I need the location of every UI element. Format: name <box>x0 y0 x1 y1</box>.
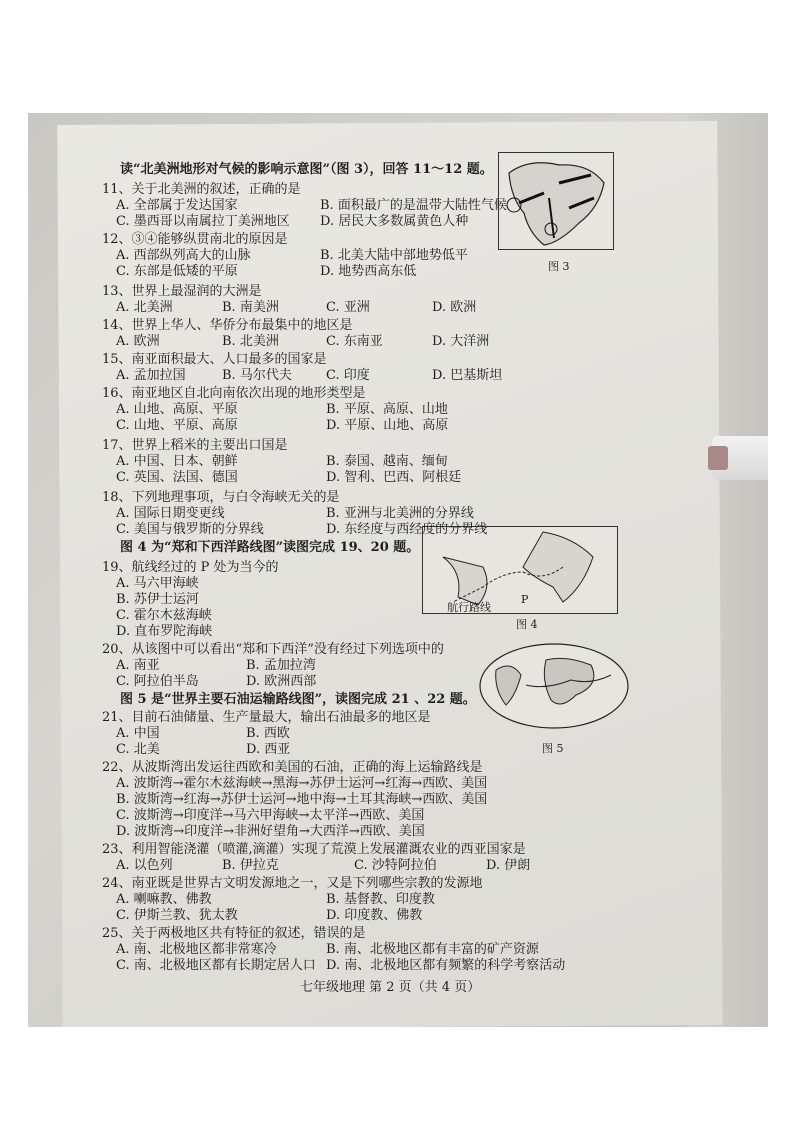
figure-4-point-p: P <box>521 593 529 606</box>
q18-stem: 18、下列地理事项，与白令海峡无关的是 <box>102 490 340 505</box>
figure-5-map <box>476 640 632 732</box>
q15-option-a: A. 孟加拉国 <box>116 368 186 383</box>
usb-cable-tip <box>708 446 728 470</box>
q23-option-d: D. 伊朗 <box>486 858 531 873</box>
q18-option-d: D. 东经度与西经度的分界线 <box>326 522 488 537</box>
q21-option-d: D. 西亚 <box>246 742 291 757</box>
q19-option-a: A. 马六甲海峡 <box>116 576 199 591</box>
q12-option-d: D. 地势西高东低 <box>320 264 417 279</box>
q11-option-c: C. 墨西哥以南属拉丁美洲地区 <box>116 214 290 229</box>
q17-option-d: D. 智利、巴西、阿根廷 <box>326 470 462 485</box>
q25-option-a: A. 南、北极地区都非常寒冷 <box>116 942 277 957</box>
q11-option-b: B. 面积最广的是温带大陆性气候 <box>320 198 507 213</box>
q21-option-a: A. 中国 <box>116 726 160 741</box>
q15-option-d: D. 巴基斯坦 <box>432 368 503 383</box>
q18-option-b: B. 亚洲与北美洲的分界线 <box>326 506 474 521</box>
q22-stem: 22、从波斯湾出发运往西欧和美国的石油，正确的海上运输路线是 <box>102 760 483 775</box>
intro-figure-5: 图 5 是“世界主要石油运输路线图”，读图完成 21 、22 题。 <box>120 692 476 707</box>
q22-option-d: D. 波斯湾→印度洋→非洲好望角→大西洋→西欧、美国 <box>116 824 425 839</box>
q23-option-c: C. 沙特阿拉伯 <box>354 858 437 873</box>
q24-option-c: C. 伊斯兰教、犹太教 <box>116 908 238 923</box>
q24-stem: 24、南亚既是世界古文明发源地之一，又是下列哪些宗教的发源地 <box>102 876 483 891</box>
intro-figure-4: 图 4 为“郑和下西洋路线图”读图完成 19、20 题。 <box>120 540 420 555</box>
figure-4-label: 图 4 <box>516 618 538 631</box>
figure-4-map <box>422 526 618 614</box>
q14-option-a: A. 欧洲 <box>116 334 160 349</box>
q22-option-a: A. 波斯湾→霍尔木兹海峡→黑海→苏伊士运河→红海→西欧、美国 <box>116 776 488 791</box>
q16-option-b: B. 平原、高原、山地 <box>326 402 448 417</box>
q13-option-a: A. 北美洲 <box>116 300 173 315</box>
q13-option-b: B. 南美洲 <box>222 300 279 315</box>
q17-option-c: C. 英国、法国、德国 <box>116 470 238 485</box>
q22-option-b: B. 波斯湾→红海→苏伊士运河→地中海→土耳其海峡→西欧、美国 <box>116 792 488 807</box>
figure-3-map <box>498 152 614 250</box>
q13-stem: 13、世界上最湿润的大洲是 <box>102 284 262 299</box>
q15-option-c: C. 印度 <box>326 368 370 383</box>
q16-option-c: C. 山地、平原、高原 <box>116 418 238 433</box>
q19-option-c: C. 霍尔木兹海峡 <box>116 608 212 623</box>
q13-option-c: C. 亚洲 <box>326 300 370 315</box>
q14-option-d: D. 大洋洲 <box>432 334 490 349</box>
q13-option-d: D. 欧洲 <box>432 300 477 315</box>
q17-option-a: A. 中国、日本、朝鲜 <box>116 454 238 469</box>
q24-option-a: A. 喇嘛教、佛教 <box>116 892 212 907</box>
north-america-map-icon <box>499 153 613 249</box>
q12-option-b: B. 北美大陆中部地势低平 <box>320 248 468 263</box>
q20-option-d: D. 欧洲西部 <box>246 674 317 689</box>
intro-figure-3: 读“北美洲地形对气候的影响示意图”（图 3），回答 11～12 题。 <box>120 162 493 177</box>
q18-option-c: C. 美国与俄罗斯的分界线 <box>116 522 264 537</box>
q22-option-c: C. 波斯湾→印度洋→马六甲海峡→太平洋→西欧、美国 <box>116 808 425 823</box>
q19-option-d: D. 直布罗陀海峡 <box>116 624 213 639</box>
q25-option-b: B. 南、北极地区都有丰富的矿产资源 <box>326 942 539 957</box>
q16-stem: 16、南亚地区自北向南依次出现的地形类型是 <box>102 386 366 401</box>
q14-option-b: B. 北美洲 <box>222 334 279 349</box>
q11-option-a: A. 全部属于发达国家 <box>116 198 238 213</box>
q21-option-c: C. 北美 <box>116 742 160 757</box>
q16-option-a: A. 山地、高原、平原 <box>116 402 238 417</box>
q20-option-c: C. 阿拉伯半岛 <box>116 674 199 689</box>
world-oil-route-map-icon <box>476 640 632 732</box>
q25-stem: 25、关于两极地区共有特征的叙述，错误的是 <box>102 926 366 941</box>
q12-option-a: A. 西部纵列高大的山脉 <box>116 248 251 263</box>
q11-stem: 11、关于北美洲的叙述，正确的是 <box>102 182 301 197</box>
q18-option-a: A. 国际日期变更线 <box>116 506 225 521</box>
q11-option-d: D. 居民大多数属黄色人种 <box>320 214 469 229</box>
figure-4-legend: 航行路线 <box>447 601 491 614</box>
q21-stem: 21、目前石油储量、生产量最大，输出石油最多的地区是 <box>102 710 431 725</box>
q23-option-b: B. 伊拉克 <box>222 858 279 873</box>
q19-option-b: B. 苏伊士运河 <box>116 592 199 607</box>
q12-option-c: C. 东部是低矮的平原 <box>116 264 238 279</box>
page-footer: 七年级地理 第 2 页（共 4 页） <box>300 980 481 995</box>
q21-option-b: B. 西欧 <box>246 726 290 741</box>
q14-stem: 14、世界上华人、华侨分布最集中的地区是 <box>102 318 353 333</box>
q12-stem: 12、③④能够纵贯南北的原因是 <box>102 232 288 247</box>
q16-option-d: D. 平原、山地、高原 <box>326 418 449 433</box>
figure-3-label: 图 3 <box>548 260 570 273</box>
q15-stem: 15、南亚面积最大、人口最多的国家是 <box>102 352 327 367</box>
q24-option-b: B. 基督教、印度教 <box>326 892 435 907</box>
q20-option-b: B. 孟加拉湾 <box>246 658 316 673</box>
q17-option-b: B. 泰国、越南、缅甸 <box>326 454 448 469</box>
q25-option-d: D. 南、北极地区都有频繁的科学考察活动 <box>326 958 566 973</box>
q14-option-c: C. 东南亚 <box>326 334 383 349</box>
q17-stem: 17、世界上稻米的主要出口国是 <box>102 438 288 453</box>
figure-5-label: 图 5 <box>542 742 564 755</box>
q24-option-d: D. 印度教、佛教 <box>326 908 423 923</box>
q20-stem: 20、从该图中可以看出“郑和下西洋”没有经过下列选项中的 <box>102 642 444 657</box>
q15-option-b: B. 马尔代夫 <box>222 368 292 383</box>
q25-option-c: C. 南、北极地区都有长期定居人口 <box>116 958 316 973</box>
q23-option-a: A. 以色列 <box>116 858 173 873</box>
q23-stem: 23、利用智能浇灌（喷灌,滴灌）实现了荒漠上发展灌溉农业的西亚国家是 <box>102 842 526 857</box>
q19-stem: 19、航线经过的 P 处为当今的 <box>102 560 279 575</box>
q20-option-a: A. 南亚 <box>116 658 160 673</box>
